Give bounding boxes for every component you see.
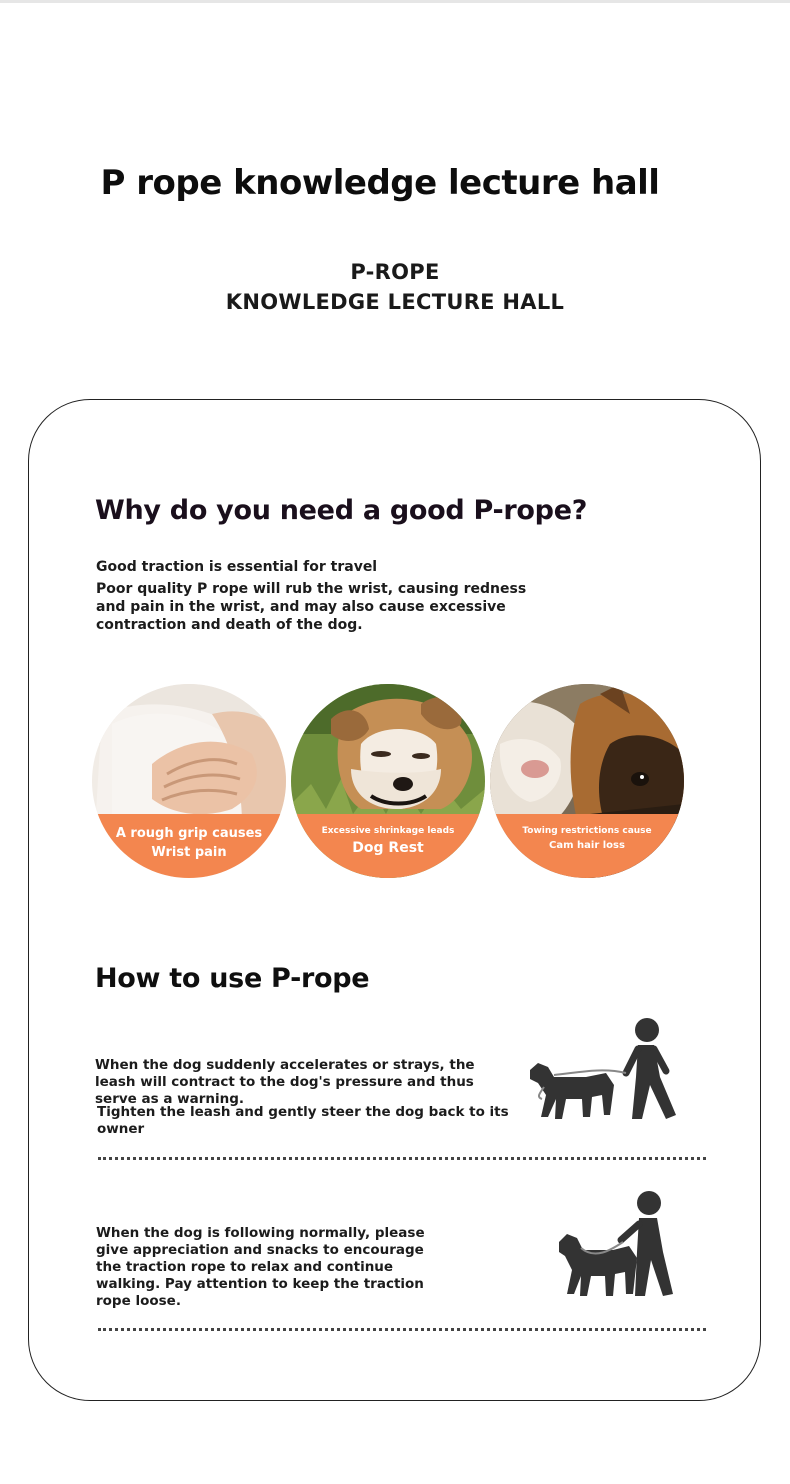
step1-text: When the dog suddenly accelerates or strays, the leash will contract to the dog's pressure and thus serve as a warning. bbox=[95, 1057, 475, 1107]
hair-loss-circle bbox=[490, 684, 684, 878]
dotted-divider-2 bbox=[98, 1328, 706, 1331]
dog-pulling-leash-icon bbox=[526, 1015, 688, 1130]
caption-top-1: A rough grip causes bbox=[115, 826, 263, 841]
step2-text: When the dog is following normally, please give appreciation and snacks to encourage the traction rope to relax and continue walking. Pay attention to keep the traction rope loose. bbox=[96, 1225, 425, 1309]
caption-bottom-1: Wrist pain bbox=[151, 845, 227, 860]
why-section-title: Why do you need a good P-rope? bbox=[95, 495, 588, 526]
subtitle-line-1: P-ROPE bbox=[350, 260, 440, 284]
wrist-pain-caption bbox=[92, 814, 286, 878]
page-title: P rope knowledge lecture hall bbox=[100, 163, 660, 203]
why-lead-text: Good traction is essential for travel bbox=[96, 559, 378, 575]
dog-rest-caption bbox=[291, 814, 485, 878]
how-section-title: How to use P-rope bbox=[95, 963, 370, 994]
wrist-pain-circle bbox=[92, 684, 286, 878]
dotted-divider-1 bbox=[98, 1157, 706, 1160]
caption-bottom-2: Dog Rest bbox=[352, 840, 424, 856]
caption-top-3: Towing restrictions cause bbox=[522, 826, 652, 836]
step1-note: Tighten the leash and gently steer the dog back to its owner bbox=[97, 1104, 509, 1137]
dog-rest-circle bbox=[291, 684, 485, 878]
caption-bottom-3: Cam hair loss bbox=[549, 840, 625, 851]
why-body-text: Poor quality P rope will rub the wrist, causing redness and pain in the wrist, and may also cause excessive contraction and death of the dog. bbox=[96, 581, 527, 633]
caption-top-2: Excessive shrinkage leads bbox=[321, 826, 455, 836]
hair-loss-caption bbox=[490, 814, 684, 878]
dog-walking-calmly-icon bbox=[555, 1190, 675, 1302]
top-divider bbox=[0, 0, 790, 3]
subtitle-line-2: KNOWLEDGE LECTURE HALL bbox=[225, 290, 565, 314]
page-subtitle bbox=[0, 257, 790, 317]
